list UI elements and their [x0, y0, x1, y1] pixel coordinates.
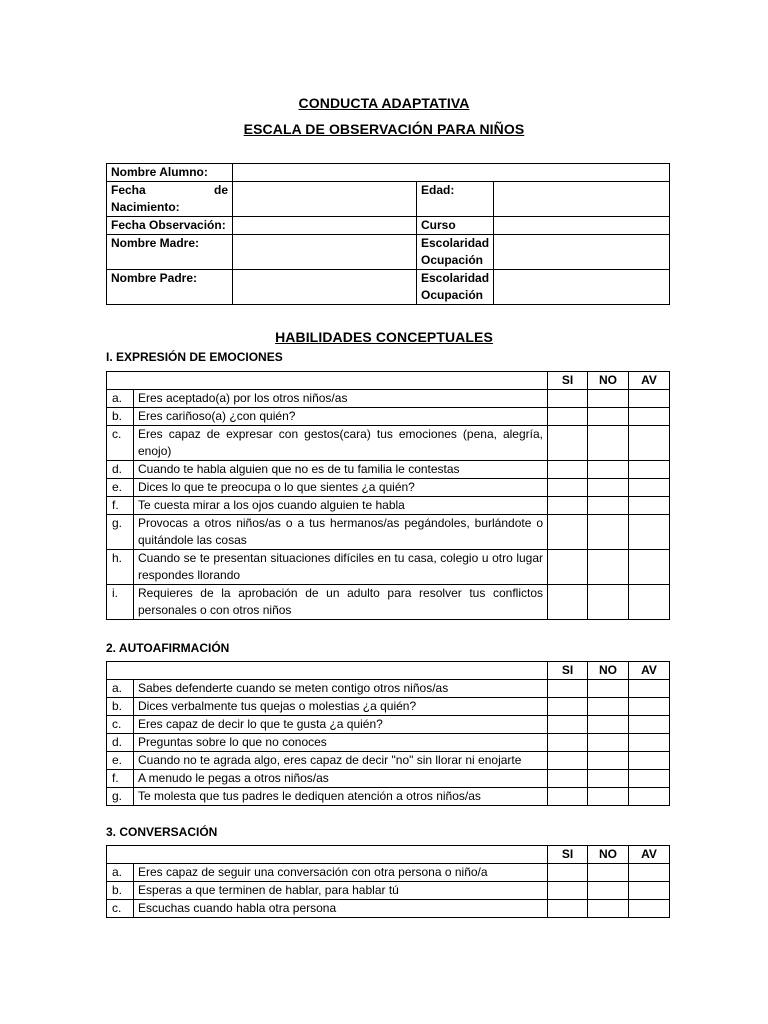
answer-cell-no[interactable]: [588, 698, 629, 716]
header-blank-cell: [107, 846, 548, 864]
item-question: Eres cariñoso(a) ¿con quién?: [134, 408, 548, 426]
answer-cell-av[interactable]: [629, 515, 670, 550]
answer-cell-si[interactable]: [548, 788, 588, 806]
item-letter: f.: [107, 770, 134, 788]
answer-cell-no[interactable]: [588, 461, 629, 479]
answer-cell-av[interactable]: [629, 698, 670, 716]
header-blank-cell: [107, 662, 548, 680]
column-header-si: SI: [548, 372, 588, 390]
field-nombre-madre[interactable]: [233, 235, 417, 270]
answer-cell-av[interactable]: [629, 864, 670, 882]
answer-cell-no[interactable]: [588, 515, 629, 550]
questions-table-emociones: [106, 371, 670, 620]
item-letter: a.: [107, 680, 134, 698]
label-fecha-word: Fecha: [111, 183, 146, 197]
item-letter: a.: [107, 864, 134, 882]
answer-cell-si[interactable]: [548, 716, 588, 734]
item-letter: c.: [107, 426, 134, 461]
item-question: Te cuesta mirar a los ojos cuando alguien te habla: [134, 497, 548, 515]
item-question: Dices verbalmente tus quejas o molestias ¿a quién?: [134, 698, 548, 716]
item-letter: h.: [107, 550, 134, 585]
answer-cell-no[interactable]: [588, 716, 629, 734]
label-ocupacion-padre: Ocupación: [421, 288, 484, 302]
answer-cell-av[interactable]: [629, 752, 670, 770]
answer-cell-no[interactable]: [588, 497, 629, 515]
answer-cell-no[interactable]: [588, 408, 629, 426]
item-question: Eres capaz de seguir una conversación con otra persona o niño/a: [134, 864, 548, 882]
item-question: Requieres de la aprobación de un adulto para resolver tus conflictos personales o con otros niños: [134, 585, 548, 620]
answer-cell-si[interactable]: [548, 698, 588, 716]
item-letter: d.: [107, 461, 134, 479]
label-escolaridad-ocupacion-madre: [417, 235, 494, 270]
answer-cell-av[interactable]: [629, 716, 670, 734]
label-fecha-observacion: Fecha Observación:: [107, 217, 233, 235]
answer-cell-av[interactable]: [629, 426, 670, 461]
answer-cell-si[interactable]: [548, 882, 588, 900]
field-fecha-nacimiento[interactable]: [233, 182, 417, 217]
item-letter: b.: [107, 408, 134, 426]
answer-cell-no[interactable]: [588, 550, 629, 585]
field-escolaridad-madre[interactable]: [494, 235, 670, 270]
label-nacimiento-word: Nacimiento:: [111, 200, 180, 214]
table-header-row: [107, 662, 670, 680]
answer-cell-si[interactable]: [548, 900, 588, 918]
answer-cell-av[interactable]: [629, 550, 670, 585]
field-nombre-padre[interactable]: [233, 270, 417, 305]
answer-cell-av[interactable]: [629, 770, 670, 788]
answer-cell-si[interactable]: [548, 426, 588, 461]
item-question: Eres capaz de expresar con gestos(cara) tus emociones (pena, alegría, enojo): [134, 426, 548, 461]
item-question: A menudo le pegas a otros niños/as: [134, 770, 548, 788]
table-row: [107, 734, 670, 752]
answer-cell-av[interactable]: [629, 408, 670, 426]
label-escolaridad-ocupacion-padre: [417, 270, 494, 305]
table-row: [107, 390, 670, 408]
item-letter: i.: [107, 585, 134, 620]
column-header-no: NO: [588, 372, 629, 390]
label-nombre-madre: Nombre Madre:: [107, 235, 233, 270]
document-subtitle: ESCALA DE OBSERVACIÓN PARA NIÑOS: [243, 121, 525, 137]
answer-cell-si[interactable]: [548, 752, 588, 770]
item-letter: c.: [107, 900, 134, 918]
label-de-word: de: [213, 183, 228, 197]
answer-cell-no[interactable]: [588, 752, 629, 770]
document-title: CONDUCTA ADAPTATIVA: [298, 95, 470, 111]
answer-cell-si[interactable]: [548, 770, 588, 788]
section-title-emociones: I. EXPRESIÓN DE EMOCIONES: [106, 350, 283, 364]
answer-cell-si[interactable]: [548, 479, 588, 497]
answer-cell-si[interactable]: [548, 408, 588, 426]
label-edad: Edad:: [417, 182, 494, 217]
answer-cell-no[interactable]: [588, 390, 629, 408]
table-row: [107, 716, 670, 734]
item-question: Te molesta que tus padres le dediquen atención a otros niños/as: [134, 788, 548, 806]
answer-cell-av[interactable]: [629, 479, 670, 497]
table-row: [107, 585, 670, 620]
table-row: [107, 752, 670, 770]
answer-cell-si[interactable]: [548, 461, 588, 479]
table-row: [107, 479, 670, 497]
table-row: [107, 461, 670, 479]
field-nombre-alumno[interactable]: [233, 164, 670, 182]
item-question: Eres capaz de decir lo que te gusta ¿a quién?: [134, 716, 548, 734]
answer-cell-av[interactable]: [629, 497, 670, 515]
item-question: Esperas a que terminen de hablar, para hablar tú: [134, 882, 548, 900]
item-question: Dices lo que te preocupa o lo que sientes ¿a quién?: [134, 479, 548, 497]
section-heading: HABILIDADES CONCEPTUALES: [275, 329, 493, 345]
answer-cell-si[interactable]: [548, 680, 588, 698]
item-question: Cuando se te presentan situaciones difíciles en tu casa, colegio u otro lugar respondes llorando: [134, 550, 548, 585]
answer-cell-av[interactable]: [629, 734, 670, 752]
field-edad[interactable]: [494, 182, 670, 217]
answer-cell-no[interactable]: [588, 882, 629, 900]
label-ocupacion-madre: Ocupación: [421, 253, 484, 267]
table-header-row: [107, 372, 670, 390]
table-row: [107, 788, 670, 806]
answer-cell-av[interactable]: [629, 680, 670, 698]
table-header-row: [107, 846, 670, 864]
item-letter: g.: [107, 515, 134, 550]
answer-cell-si[interactable]: [548, 585, 588, 620]
column-header-av: AV: [629, 662, 670, 680]
table-row: [107, 864, 670, 882]
answer-cell-no[interactable]: [588, 864, 629, 882]
item-letter: f.: [107, 497, 134, 515]
item-question: Sabes defenderte cuando se meten contigo otros niños/as: [134, 680, 548, 698]
answer-cell-av[interactable]: [629, 882, 670, 900]
item-question: Eres aceptado(a) por los otros niños/as: [134, 390, 548, 408]
label-curso: Curso: [417, 217, 494, 235]
answer-cell-si[interactable]: [548, 864, 588, 882]
table-row: [107, 900, 670, 918]
item-letter: b.: [107, 698, 134, 716]
column-header-no: NO: [588, 662, 629, 680]
column-header-av: AV: [629, 846, 670, 864]
table-row: [107, 426, 670, 461]
table-row: [107, 770, 670, 788]
label-fecha-nacimiento: [107, 182, 233, 217]
table-row: [107, 882, 670, 900]
item-letter: e.: [107, 479, 134, 497]
section-title-autoafirmacion: 2. AUTOAFIRMACIÓN: [106, 641, 230, 655]
answer-cell-av[interactable]: [629, 788, 670, 806]
table-row: [107, 515, 670, 550]
answer-cell-no[interactable]: [588, 734, 629, 752]
answer-cell-si[interactable]: [548, 390, 588, 408]
item-letter: d.: [107, 734, 134, 752]
answer-cell-no[interactable]: [588, 900, 629, 918]
item-letter: e.: [107, 752, 134, 770]
answer-cell-av[interactable]: [629, 900, 670, 918]
column-header-si: SI: [548, 846, 588, 864]
answer-cell-no[interactable]: [588, 426, 629, 461]
questions-table-conversacion: [106, 845, 670, 918]
table-row: [107, 497, 670, 515]
answer-cell-no[interactable]: [588, 585, 629, 620]
item-letter: g.: [107, 788, 134, 806]
label-escolaridad-padre: Escolaridad: [421, 271, 490, 285]
item-letter: c.: [107, 716, 134, 734]
label-escolaridad-madre: Escolaridad: [421, 236, 490, 250]
table-row: [107, 550, 670, 585]
label-nombre-alumno: Nombre Alumno:: [107, 164, 233, 182]
answer-cell-si[interactable]: [548, 497, 588, 515]
field-fecha-observacion[interactable]: [233, 217, 417, 235]
item-question: Provocas a otros niños/as o a tus hermanos/as pegándoles, burlándote o quitándole las cosas: [134, 515, 548, 550]
answer-cell-si[interactable]: [548, 734, 588, 752]
field-curso[interactable]: [494, 217, 670, 235]
item-question: Preguntas sobre lo que no conoces: [134, 734, 548, 752]
answer-cell-si[interactable]: [548, 550, 588, 585]
item-question: Cuando no te agrada algo, eres capaz de decir "no" sin llorar ni enojarte: [134, 752, 548, 770]
questions-table-autoafirmacion: [106, 661, 670, 806]
answer-cell-no[interactable]: [588, 680, 629, 698]
column-header-si: SI: [548, 662, 588, 680]
label-nombre-padre: Nombre Padre:: [107, 270, 233, 305]
section-title-conversacion: 3. CONVERSACIÓN: [106, 825, 218, 839]
answer-cell-av[interactable]: [629, 390, 670, 408]
table-row: [107, 408, 670, 426]
answer-cell-si[interactable]: [548, 515, 588, 550]
column-header-no: NO: [588, 846, 629, 864]
field-escolaridad-padre[interactable]: [494, 270, 670, 305]
answer-cell-av[interactable]: [629, 585, 670, 620]
item-question: Escuchas cuando habla otra persona: [134, 900, 548, 918]
table-row: [107, 698, 670, 716]
item-question: Cuando te habla alguien que no es de tu familia le contestas: [134, 461, 548, 479]
table-row: [107, 680, 670, 698]
column-header-av: AV: [629, 372, 670, 390]
answer-cell-no[interactable]: [588, 770, 629, 788]
item-letter: b.: [107, 882, 134, 900]
answer-cell-no[interactable]: [588, 479, 629, 497]
item-letter: a.: [107, 390, 134, 408]
answer-cell-no[interactable]: [588, 788, 629, 806]
answer-cell-av[interactable]: [629, 461, 670, 479]
student-info-table: [106, 163, 670, 305]
header-blank-cell: [107, 372, 548, 390]
